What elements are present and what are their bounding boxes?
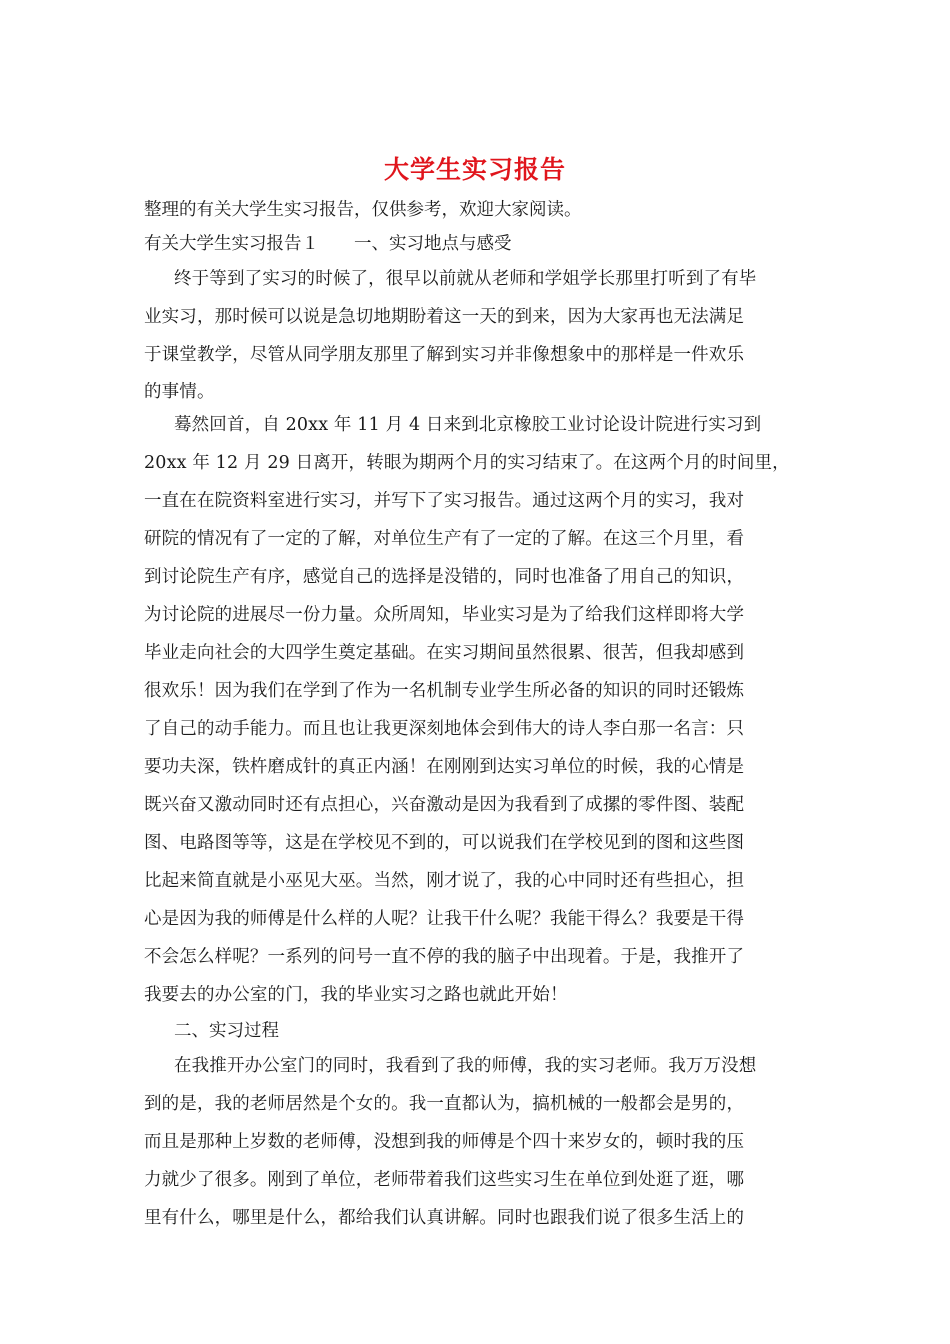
- paragraph-line: 力就少了很多。刚到了单位，老师带着我们这些实习生在单位到处逛了逛，哪: [144, 1170, 745, 1190]
- paragraph-line: 在我推开办公室门的同时，我看到了我的师傅，我的实习老师。我万万没想: [174, 1056, 757, 1076]
- paragraph-line: 的事情。: [144, 382, 215, 402]
- document-title: 大学生实习报告: [383, 155, 566, 184]
- paragraph-line: 既兴奋又激动同时还有点担心，兴奋激动是因为我看到了成摞的零件图、装配: [144, 795, 745, 815]
- paragraph-line: 比起来简直就是小巫见大巫。当然，刚才说了，我的心中同时还有些担心，担: [144, 871, 745, 891]
- paragraph-line: 不会怎么样呢？一系列的问号一直不停的我的脑子中出现着。于是，我推开了: [144, 947, 745, 967]
- paragraph-line: 于课堂教学，尽管从同学朋友那里了解到实习并非像想象中的那样是一件欢乐: [144, 345, 745, 365]
- section-heading-2: 二、实习过程: [174, 1021, 279, 1041]
- paragraph-line: 到讨论院生产有序，感觉自己的选择是没错的，同时也准备了用自己的知识，: [144, 567, 745, 587]
- paragraph-line: 心是因为我的师傅是什么样的人呢？让我干什么呢？我能干得么？我要是干得: [144, 909, 745, 929]
- paragraph-line: 终于等到了实习的时候了，很早以前就从老师和学姐学长那里打听到了有毕: [174, 269, 757, 289]
- paragraph-line: 里有什么，哪里是什么，都给我们认真讲解。同时也跟我们说了很多生活上的: [144, 1208, 745, 1228]
- intro-line: 整理的有关大学生实习报告，仅供参考，欢迎大家阅读。: [144, 200, 582, 220]
- paragraph-line: 一直在在院资料室进行实习，并写下了实习报告。通过这两个月的实习，我对: [144, 491, 745, 511]
- paragraph-line: 研院的情况有了一定的了解，对单位生产有了一定的了解。在这三个月里，看: [144, 529, 745, 549]
- paragraph-line: 为讨论院的进展尽一份力量。众所周知，毕业实习是为了给我们这样即将大学: [144, 605, 745, 625]
- paragraph-line: 很欢乐！因为我们在学到了作为一名机制专业学生所必备的知识的同时还锻炼: [144, 681, 745, 701]
- section-heading-1: 有关大学生实习报告１ 一、实习地点与感受: [144, 234, 512, 254]
- paragraph-line: 我要去的办公室的门，我的毕业实习之路也就此开始！: [144, 985, 568, 1005]
- paragraph-line: 到的是，我的老师居然是个女的。我一直都认为，搞机械的一般都会是男的，: [144, 1094, 745, 1114]
- paragraph-line: 蓦然回首，自 20xx 年 11 月 4 日来到北京橡胶工业讨论设计院进行实习到: [174, 415, 762, 435]
- paragraph-line: 毕业走向社会的大四学生奠定基础。在实习期间虽然很累、很苦，但我却感到: [144, 643, 745, 663]
- paragraph-line: 20xx 年 12 月 29 日离开，转眼为期两个月的实习结束了。在这两个月的时间里，: [144, 453, 790, 473]
- paragraph-line: 要功夫深，铁杵磨成针的真正内涵！在刚刚到达实习单位的时候，我的心情是: [144, 757, 745, 777]
- paragraph-line: 了自己的动手能力。而且也让我更深刻地体会到伟大的诗人李白那一名言：只: [144, 719, 745, 739]
- paragraph-line: 而且是那种上岁数的老师傅，没想到我的师傅是个四十来岁女的，顿时我的压: [144, 1132, 745, 1152]
- paragraph-line: 业实习，那时候可以说是急切地期盼着这一天的到来，因为大家再也无法满足: [144, 307, 745, 327]
- paragraph-line: 图、电路图等等，这是在学校见不到的，可以说我们在学校见到的图和这些图: [144, 833, 745, 853]
